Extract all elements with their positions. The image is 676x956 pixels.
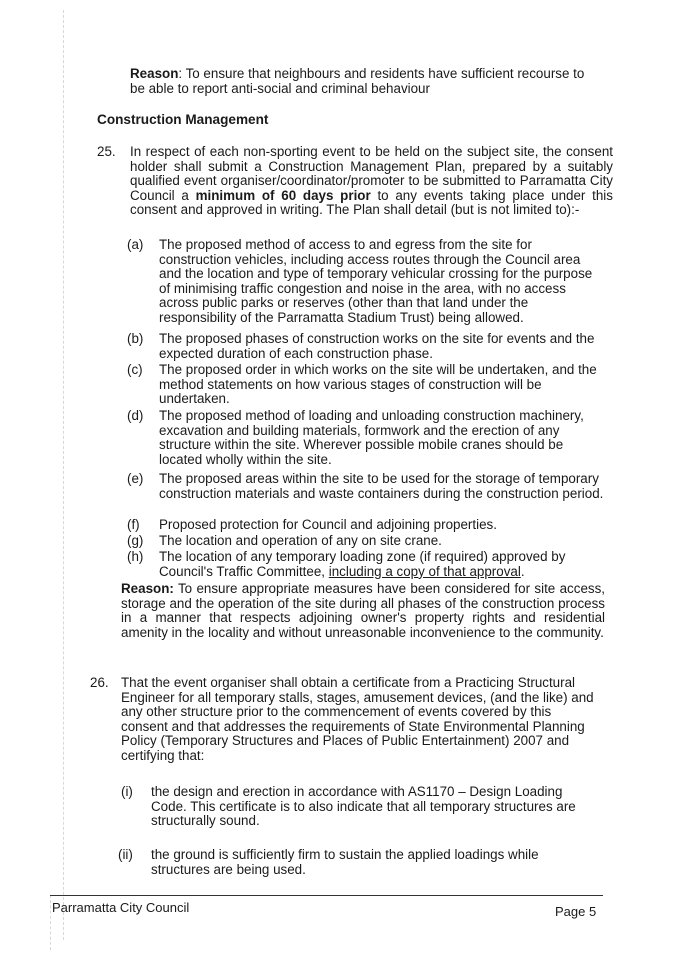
item-h-text: The location of any temporary loading zone (if required) approved by Council's Traffic Committee, bbox=[159, 549, 566, 579]
scan-artifact-line bbox=[50, 895, 51, 950]
reason-label: Reason bbox=[130, 66, 179, 81]
condition-25-pre: In respect of each non-sporting event to be held on the subject site, the consent holder shall submit a Construction Management Plan, prepared by a suitably qualified event organiser/coordinator/promoter to be submitted to Parramatta City Council a bbox=[130, 144, 613, 203]
reason-text: To ensure appropriate measures have been considered for site access, storage and the operation of the site during all phases of the construction process in a manner that respects adjoining owner's property rights and residential amenity in the locality and without unreasonable inconvenience to the community. bbox=[121, 581, 605, 640]
item-label: (ii) bbox=[118, 847, 133, 862]
item-h-underlined: including a copy of that approval bbox=[328, 563, 521, 579]
item-label: (a) bbox=[127, 237, 144, 252]
item-text-e: The proposed areas within the site to be used for the storage of temporary construction materials and waste containers during the construction period. bbox=[159, 471, 604, 501]
condition-25-bold: minimum of 60 days prior bbox=[195, 187, 371, 203]
item-text-a: The proposed method of access to and egress from the site for construction vehicles, including access routes through the Council area and the location and type of temporary vehicular crossing for the purpose of minimising traffic congestion and noise in the area, with no access across public parks or reserves (other than that land under the responsibility of the Parramatta Stadium Trust) being allowed. bbox=[159, 237, 593, 325]
section-heading: Construction Management bbox=[97, 112, 269, 127]
item-h-end: . bbox=[520, 563, 525, 579]
item-label: (b) bbox=[127, 331, 144, 346]
condition-25-reason bbox=[121, 582, 605, 640]
item-label: (c) bbox=[127, 362, 143, 377]
condition-25-post: to any events taking place under this consent and approved in writing. The Plan shall detail (but is not limited to):- bbox=[130, 187, 613, 218]
item-label: (h) bbox=[127, 549, 144, 564]
item-label: (d) bbox=[127, 408, 144, 423]
item-text-h bbox=[159, 550, 599, 579]
item-text-f: Proposed protection for Council and adjoining properties. bbox=[159, 517, 497, 532]
footer-organisation: Parramatta City Council bbox=[52, 900, 190, 915]
item-text-c: The proposed order in which works on the site will be undertaken, and the method statements on how various stages of construction will be undertaken. bbox=[159, 362, 597, 407]
condition-26-text: That the event organiser shall obtain a certificate from a Practicing Structural Engineer for all temporary stalls, stages, amusement devices, (and the like) and any other structure prior to the commencement of events covered by this consent and that addresses the requirements of State Environmental Planning Policy (Temporary Structures and Places of Public Entertainment) 2007 and certifying that: bbox=[121, 675, 594, 763]
footer-page-number: Page 5 bbox=[555, 904, 597, 919]
item-label: (i) bbox=[121, 784, 133, 799]
scan-artifact-line bbox=[63, 10, 64, 940]
item-text-i: the design and erection in accordance with AS1170 – Design Loading Code. This certificate is to also indicate that all temporary structures are structurally sound. bbox=[151, 784, 576, 829]
reason-label: Reason: bbox=[121, 581, 174, 596]
item-text-b: The proposed phases of construction works on the site for events and the expected duration of each construction phase. bbox=[159, 331, 595, 361]
condition-number: 26. bbox=[90, 675, 109, 690]
reason-text: : To ensure that neighbours and residents have sufficient recourse to be able to report anti-social and criminal behaviour bbox=[130, 66, 585, 96]
item-label: (g) bbox=[127, 533, 144, 548]
reason-paragraph-top bbox=[130, 67, 600, 96]
footer-rule bbox=[50, 895, 603, 896]
item-text-d: The proposed method of loading and unloading construction machinery, excavation and building materials, formwork and the erection of any structure within the site. Wherever possible mobile cranes should be located wholly within the site. bbox=[159, 408, 584, 467]
item-label: (f) bbox=[127, 517, 140, 532]
item-text-ii: the ground is sufficiently firm to sustain the applied loadings while structures are being used. bbox=[151, 847, 539, 877]
condition-number: 25. bbox=[97, 144, 116, 159]
item-label: (e) bbox=[127, 471, 144, 486]
item-text-g: The location and operation of any on site crane. bbox=[159, 533, 442, 548]
condition-25-text bbox=[130, 145, 613, 218]
